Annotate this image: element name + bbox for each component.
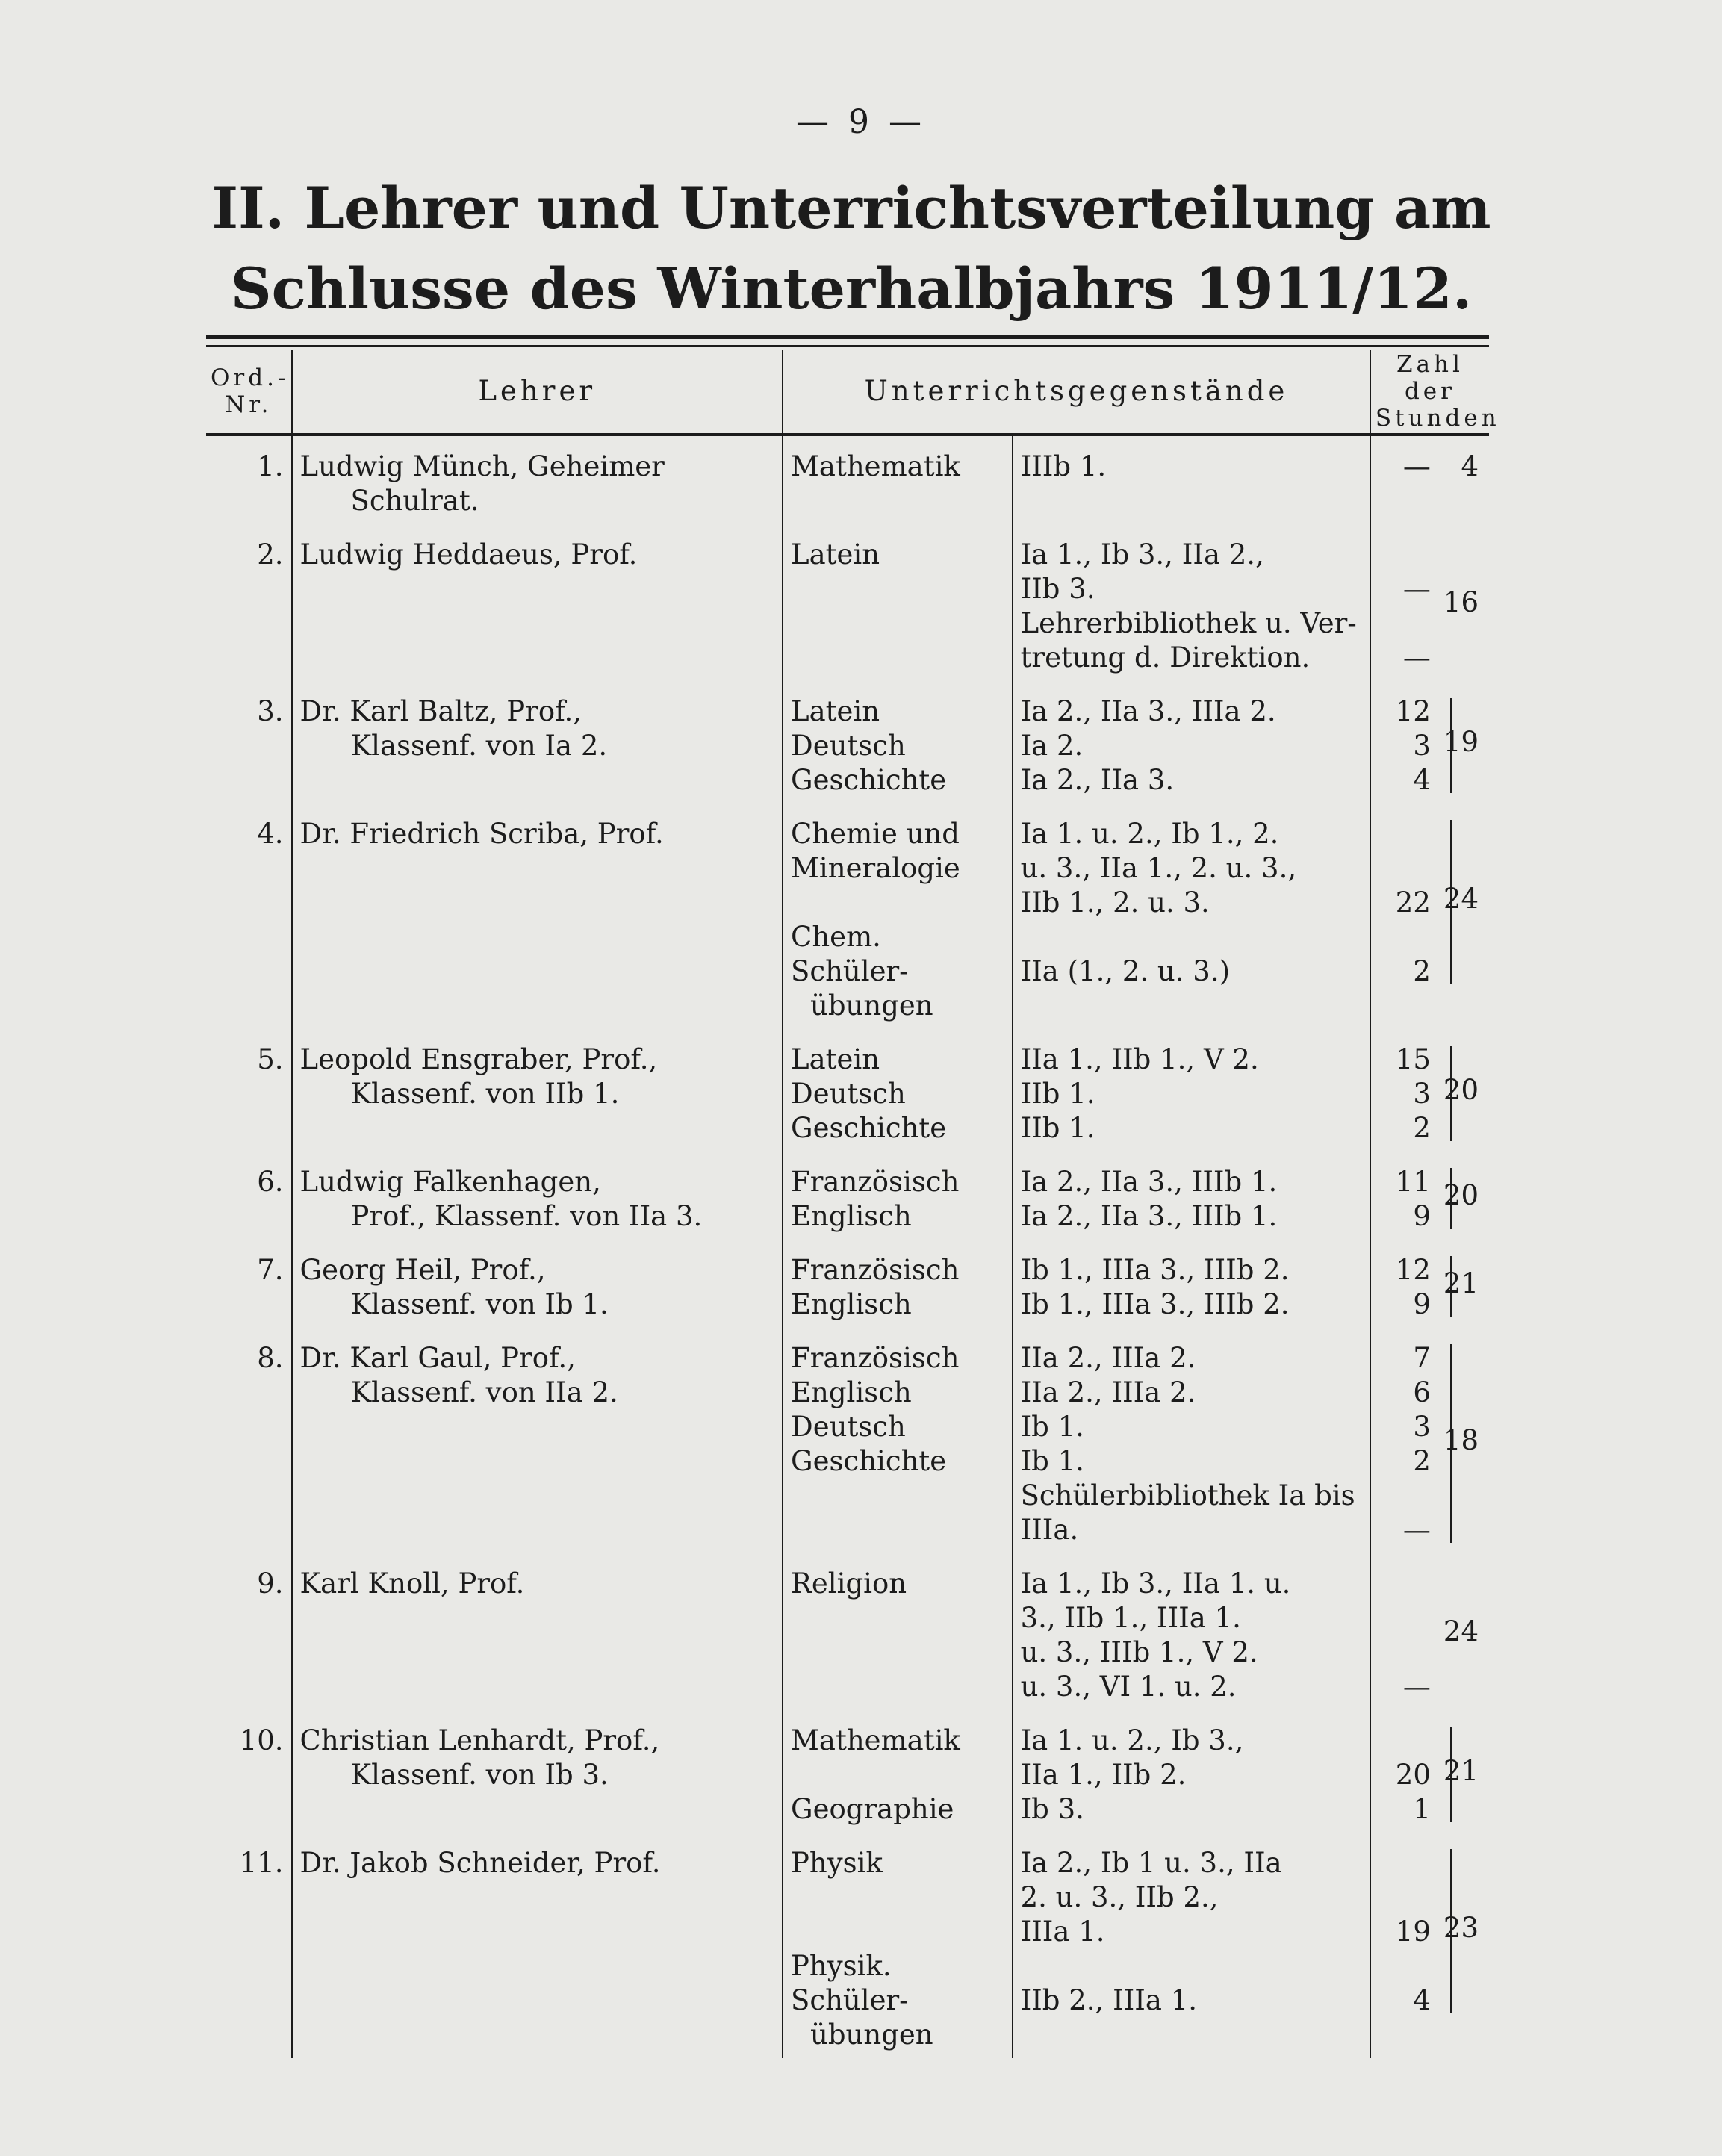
sub-hours: 4 (1413, 1984, 1431, 2016)
page-number: — 9 — (796, 103, 926, 141)
subject-cell (783, 1152, 1013, 1240)
sub-hours: 1 (1413, 1793, 1431, 1825)
teacher-line: Karl Knoll, Prof. (299, 1568, 525, 1600)
subject-line: Mathematik (791, 1724, 960, 1756)
sub-hours: 3 (1413, 1078, 1431, 1110)
classes-line: tretung d. Direktion. (1020, 641, 1311, 674)
sub-hours (1378, 1846, 1431, 1880)
sub-hours (1378, 1949, 1431, 1983)
total-hours: 4 (1461, 450, 1479, 482)
teacher-cell (292, 1240, 783, 1328)
teacher-line: Schulrat. (350, 485, 479, 517)
subject-cell (783, 1029, 1013, 1152)
title-rule (206, 335, 1489, 347)
sub-hours: 12 (1395, 1254, 1431, 1286)
teacher-line: Ludwig Münch, Geheimer (299, 450, 665, 482)
subject-cell (783, 1328, 1013, 1553)
subject-cell (783, 804, 1013, 1029)
hours-cell (1370, 804, 1489, 1029)
classes-line: IIb 1. (1020, 1078, 1095, 1110)
subject-cell (783, 435, 1013, 524)
classes-line: Ib 1., IIIa 3., IIIb 2. (1020, 1288, 1290, 1320)
sub-hours (1378, 1880, 1431, 1915)
teacher-line: Ludwig Heddaeus, Prof. (299, 538, 638, 571)
table-row (206, 524, 1489, 681)
subject-line: Chemie und (791, 818, 960, 850)
hours-cell (1370, 524, 1489, 681)
classes-cell (1013, 1240, 1370, 1328)
sub-hours (1378, 538, 1431, 572)
sub-hours (1378, 851, 1431, 886)
header-nr: Ord.-Nr. (206, 350, 292, 435)
row-number: 8. (257, 1342, 284, 1374)
subject-line: Chem. Schüler- (791, 921, 909, 987)
teacher-cell (292, 1152, 783, 1240)
subject-cell (783, 1833, 1013, 2058)
subject-line: Englisch (791, 1288, 912, 1320)
hours-cell (1370, 435, 1489, 524)
teacher-line: Christian Lenhardt, Prof., (299, 1724, 660, 1756)
classes-line (1021, 920, 1362, 954)
teacher-cell (292, 804, 783, 1029)
teacher-line: Prof., Klassenf. von IIa 3. (350, 1200, 703, 1232)
classes-line: IIa 1., IIb 2. (1020, 1759, 1187, 1791)
classes-cell (1013, 1328, 1370, 1553)
classes-line: IIa 1., IIb 1., V 2. (1020, 1043, 1259, 1075)
subject-cell (783, 1553, 1013, 1710)
title-line-2: Schlusse des Winterhalbjahrs 1911/12. (230, 255, 1473, 322)
subject-line: Französisch (791, 1342, 960, 1374)
total-hours: 20 (1443, 1074, 1479, 1106)
row-number: 4. (257, 818, 284, 850)
subject-line: Latein (791, 1043, 880, 1075)
sub-hours: 11 (1395, 1166, 1431, 1198)
teacher-line: Georg Heil, Prof., (299, 1254, 546, 1286)
subject-line: Englisch (791, 1376, 912, 1408)
classes-line: Ia 2., Ib 1 u. 3., IIa (1020, 1847, 1282, 1879)
subject-line: Geschichte (791, 764, 947, 796)
sub-hours: 19 (1395, 1916, 1431, 1948)
sub-hours: — (1402, 641, 1431, 674)
sub-hours: — (1402, 450, 1431, 482)
hours-cell (1370, 1710, 1489, 1833)
sub-hours (1378, 1479, 1431, 1513)
header-teacher: Lehrer (292, 350, 783, 435)
teacher-cell (292, 1553, 783, 1710)
subject-line (791, 1758, 1004, 1792)
subject-line: Geschichte (791, 1112, 947, 1144)
total-hours: 19 (1443, 726, 1479, 758)
classes-line: Ib 1. (1020, 1411, 1084, 1443)
subject-line: Mathematik (791, 450, 960, 482)
sub-hours: 15 (1395, 1043, 1431, 1075)
classes-line: Lehrerbibliothek u. Ver- (1020, 607, 1357, 639)
teacher-cell (292, 1029, 783, 1152)
teacher-cell (292, 1710, 783, 1833)
classes-line: 2. u. 3., IIb 2., (1020, 1881, 1219, 1913)
classes-line: Ia 2., IIa 3., IIIb 1. (1020, 1166, 1278, 1198)
table-row (206, 1240, 1489, 1328)
table-header-row (206, 350, 1489, 435)
sub-hours: 4 (1413, 764, 1431, 796)
classes-cell (1013, 681, 1370, 804)
total-hours: 21 (1443, 1267, 1479, 1299)
classes-line: Ia 1. u. 2., Ib 3., (1020, 1724, 1244, 1756)
total-hours: 21 (1443, 1755, 1479, 1787)
header-hours: Zahl der Stunden (1370, 350, 1489, 435)
total-hours: 23 (1443, 1912, 1479, 1944)
classes-line: Ia 2., IIa 3. (1020, 764, 1175, 796)
teacher-line: Dr. Jakob Schneider, Prof. (299, 1847, 661, 1879)
row-number: 7. (257, 1254, 284, 1286)
total-hours: 20 (1443, 1179, 1479, 1211)
classes-line: Ia 2. (1020, 730, 1084, 762)
subject-line: Deutsch (791, 1411, 906, 1443)
teacher-line: Dr. Karl Baltz, Prof., (299, 695, 582, 727)
subject-line: übungen (810, 990, 933, 1022)
teacher-cell (292, 1833, 783, 2058)
subject-line: Geschichte (791, 1445, 947, 1477)
classes-line: IIa 2., IIIa 2. (1020, 1342, 1196, 1374)
subject-line: Latein (791, 538, 880, 571)
classes-line: Ib 3. (1020, 1793, 1084, 1825)
classes-line (1021, 1949, 1362, 1983)
sub-hours: 12 (1395, 695, 1431, 727)
row-number: 1. (257, 450, 284, 482)
subject-line (791, 1880, 1004, 1915)
classes-line: Ia 1., Ib 3., IIa 2., (1020, 538, 1264, 571)
table-row (206, 1710, 1489, 1833)
subject-line (791, 886, 1004, 920)
classes-line: Ib 1., IIIa 3., IIIb 2. (1020, 1254, 1290, 1286)
subject-line: Deutsch (791, 1078, 906, 1110)
hours-cell (1370, 1833, 1489, 2058)
teacher-line: Klassenf. von Ia 2. (350, 730, 608, 762)
teacher-line: Klassenf. von IIa 2. (350, 1376, 618, 1408)
title-line-1: II. Lehrer und Unterrichtsverteilung am (211, 175, 1491, 241)
subject-line: Physik. Schüler- (791, 1950, 909, 2016)
subject-cell (783, 681, 1013, 804)
sub-hours (1378, 817, 1431, 851)
sub-hours: 9 (1413, 1200, 1431, 1232)
classes-line: Ia 2., IIa 3., IIIa 2. (1020, 695, 1276, 727)
subject-line (791, 1915, 1004, 1949)
sub-hours: 7 (1413, 1342, 1431, 1374)
row-number: 2. (257, 538, 284, 571)
total-hours: 18 (1443, 1424, 1479, 1456)
row-number: 10. (239, 1724, 284, 1756)
sub-hours: 20 (1395, 1759, 1431, 1791)
teacher-line: Dr. Karl Gaul, Prof., (299, 1342, 576, 1374)
header-subjects: Unterrichtsgegenstände (783, 350, 1370, 435)
hours-cell (1370, 681, 1489, 804)
teacher-line: Leopold Ensgraber, Prof., (299, 1043, 658, 1075)
classes-line: IIIb 1. (1020, 450, 1107, 482)
page-title (209, 168, 1493, 329)
classes-line: IIb 3. (1020, 573, 1095, 605)
classes-line: IIIa. (1020, 1514, 1079, 1546)
total-hours: 24 (1443, 883, 1479, 915)
table-row (206, 435, 1489, 524)
classes-line: IIb 2., IIIa 1. (1020, 1984, 1198, 2016)
sub-hours: 3 (1413, 730, 1431, 762)
teacher-line: Klassenf. von IIb 1. (350, 1078, 620, 1110)
teacher-cell (292, 524, 783, 681)
row-number: 3. (257, 695, 284, 727)
table-row (206, 1152, 1489, 1240)
classes-cell (1013, 1029, 1370, 1152)
sub-hours (1378, 920, 1431, 954)
subject-line: Latein (791, 695, 880, 727)
table-row (206, 1029, 1489, 1152)
total-hours: 16 (1443, 586, 1479, 618)
classes-line: IIa 2., IIIa 2. (1020, 1376, 1196, 1408)
classes-line: IIb 1., 2. u. 3. (1020, 886, 1210, 919)
classes-cell (1013, 1553, 1370, 1710)
teacher-cell (292, 1328, 783, 1553)
subject-cell (783, 1240, 1013, 1328)
classes-cell (1013, 1710, 1370, 1833)
sub-hours: — (1402, 573, 1431, 605)
teacher-cell (292, 435, 783, 524)
classes-cell (1013, 804, 1370, 1029)
subject-line: Deutsch (791, 730, 906, 762)
sub-hours: 3 (1413, 1411, 1431, 1443)
sub-hours (1378, 1724, 1431, 1758)
subject-cell (783, 524, 1013, 681)
subject-line: Englisch (791, 1200, 912, 1232)
classes-cell (1013, 524, 1370, 681)
teacher-line: Klassenf. von Ib 3. (350, 1759, 609, 1791)
classes-line: u. 3., VI 1. u. 2. (1020, 1671, 1237, 1703)
hours-cell (1370, 1240, 1489, 1328)
subject-line: Mineralogie (791, 852, 960, 884)
subject-cell (783, 1710, 1013, 1833)
sub-hours (1378, 1567, 1431, 1601)
teacher-line: Ludwig Falkenhagen, (299, 1166, 601, 1198)
subject-line: Religion (791, 1568, 907, 1600)
row-number: 11. (239, 1847, 284, 1879)
classes-line: IIa (1., 2. u. 3.) (1020, 955, 1231, 987)
table-row (206, 1328, 1489, 1553)
total-hours: 24 (1443, 1615, 1479, 1647)
classes-line: IIIa 1. (1020, 1916, 1105, 1948)
hours-cell (1370, 1152, 1489, 1240)
classes-line: Ib 1. (1020, 1445, 1084, 1477)
subject-line: übungen (810, 2019, 933, 2051)
sub-hours: — (1402, 1671, 1431, 1703)
sub-hours: 2 (1413, 1445, 1431, 1477)
teacher-line: Dr. Friedrich Scriba, Prof. (299, 818, 664, 850)
subject-line: Französisch (791, 1254, 960, 1286)
sub-hours: 6 (1413, 1376, 1431, 1408)
classes-cell (1013, 1152, 1370, 1240)
table-row (206, 1833, 1489, 2058)
sub-hours: 22 (1395, 886, 1431, 919)
classes-line: Schülerbibliothek Ia bis (1020, 1479, 1355, 1512)
subject-line: Französisch (791, 1166, 960, 1198)
hours-cell (1370, 1328, 1489, 1553)
sub-hours: 2 (1413, 1112, 1431, 1144)
table-row (206, 1553, 1489, 1710)
classes-line: u. 3., IIIb 1., V 2. (1020, 1636, 1258, 1668)
row-number: 5. (257, 1043, 284, 1075)
sub-hours: 9 (1413, 1288, 1431, 1320)
classes-cell (1013, 435, 1370, 524)
classes-line: IIb 1. (1020, 1112, 1095, 1144)
teacher-table (206, 350, 1500, 2058)
hours-cell (1370, 1029, 1489, 1152)
classes-line: u. 3., IIa 1., 2. u. 3., (1020, 852, 1297, 884)
classes-line: Ia 1., Ib 3., IIa 1. u. (1020, 1568, 1291, 1600)
classes-line: Ia 2., IIa 3., IIIb 1. (1020, 1200, 1278, 1232)
sub-hours (1378, 606, 1431, 641)
classes-line: 3., IIb 1., IIIa 1. (1020, 1602, 1241, 1634)
sub-hours: — (1402, 1514, 1431, 1546)
classes-line: Ia 1. u. 2., Ib 1., 2. (1020, 818, 1279, 850)
table-row (206, 681, 1489, 804)
teacher-cell (292, 681, 783, 804)
teacher-line: Klassenf. von Ib 1. (350, 1288, 609, 1320)
row-number: 9. (257, 1568, 284, 1600)
hours-cell (1370, 1553, 1489, 1710)
sub-hours (1378, 1635, 1431, 1670)
subject-line: Geographie (791, 1793, 954, 1825)
row-number: 6. (257, 1166, 284, 1198)
classes-cell (1013, 1833, 1370, 2058)
subject-line: Physik (791, 1847, 883, 1879)
table-row (206, 804, 1489, 1029)
sub-hours (1378, 1601, 1431, 1635)
sub-hours: 2 (1413, 955, 1431, 987)
table-body (206, 435, 1489, 2058)
